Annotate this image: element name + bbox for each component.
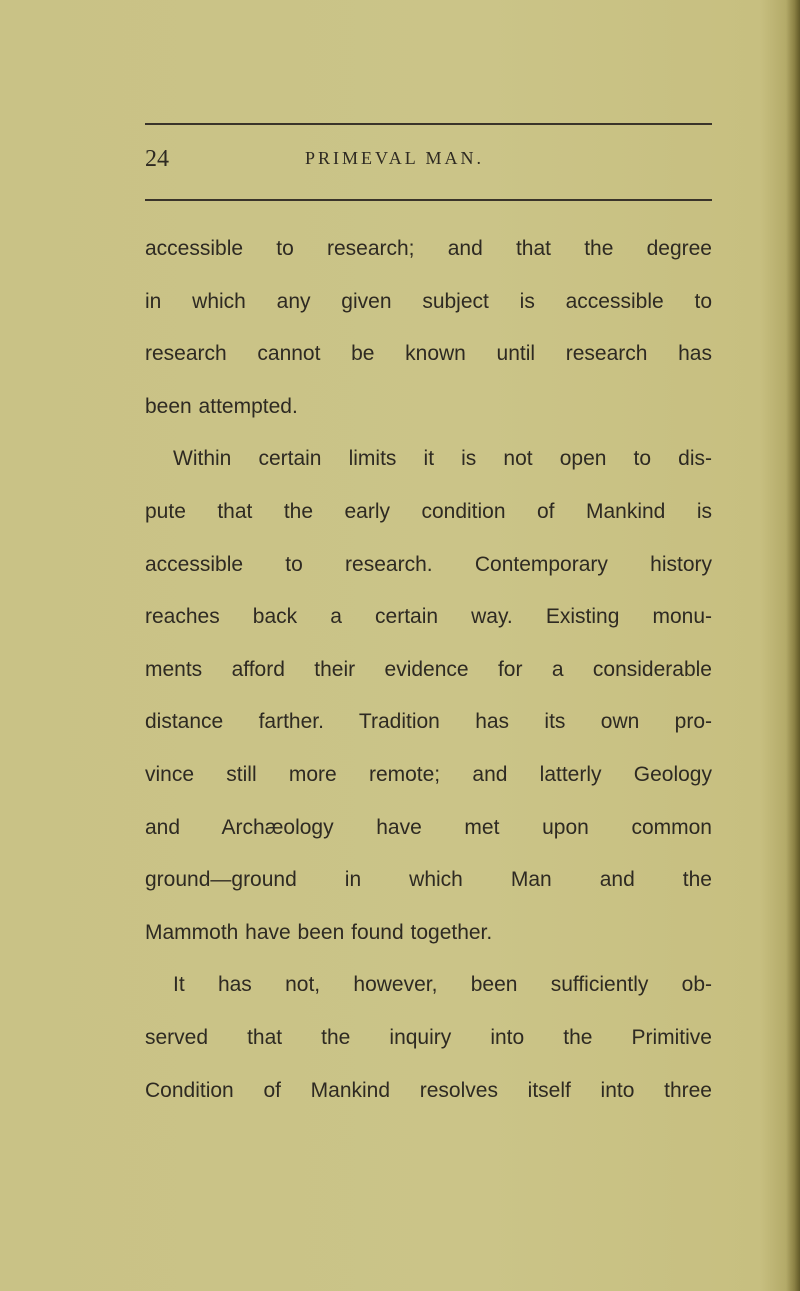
page-number: 24 bbox=[145, 146, 169, 172]
text-line: accessible to research. Contemporary history bbox=[145, 552, 712, 576]
text-line: Condition of Mankind resolves itself into three bbox=[145, 1078, 712, 1102]
text-line: pute that the early condition of Mankind is bbox=[145, 499, 712, 523]
text-line: in which any given subject is accessible to bbox=[145, 289, 712, 313]
header-top-rule bbox=[145, 123, 712, 125]
text-line: distance farther. Tradition has its own pro- bbox=[145, 710, 712, 734]
body-text bbox=[145, 235, 712, 1129]
header-bottom-rule bbox=[145, 199, 712, 201]
text-line: and Archæology have met upon common bbox=[145, 815, 712, 839]
text-line: vince still more remote; and latterly Geology bbox=[145, 762, 712, 786]
text-line: been attempted. bbox=[145, 394, 298, 418]
text-line: accessible to research; and that the degree bbox=[145, 237, 712, 260]
text-line: Within certain limits it is not open to dis- bbox=[173, 447, 712, 471]
page-edge-shadow bbox=[786, 0, 800, 1291]
text-line: research cannot be known until research has bbox=[145, 342, 712, 366]
text-line: Mammoth have been found together. bbox=[145, 920, 493, 944]
text-line: ground—ground in which Man and the bbox=[145, 868, 712, 892]
running-head: PRIMEVAL MAN. bbox=[305, 148, 485, 168]
text-line: served that the inquiry into the Primitive bbox=[145, 1025, 712, 1049]
text-line: It has not, however, been sufficiently ob- bbox=[173, 973, 712, 997]
page-header bbox=[145, 143, 712, 175]
text-line: reaches back a certain way. Existing monu- bbox=[145, 605, 712, 629]
text-line: ments afford their evidence for a considerable bbox=[145, 657, 712, 681]
